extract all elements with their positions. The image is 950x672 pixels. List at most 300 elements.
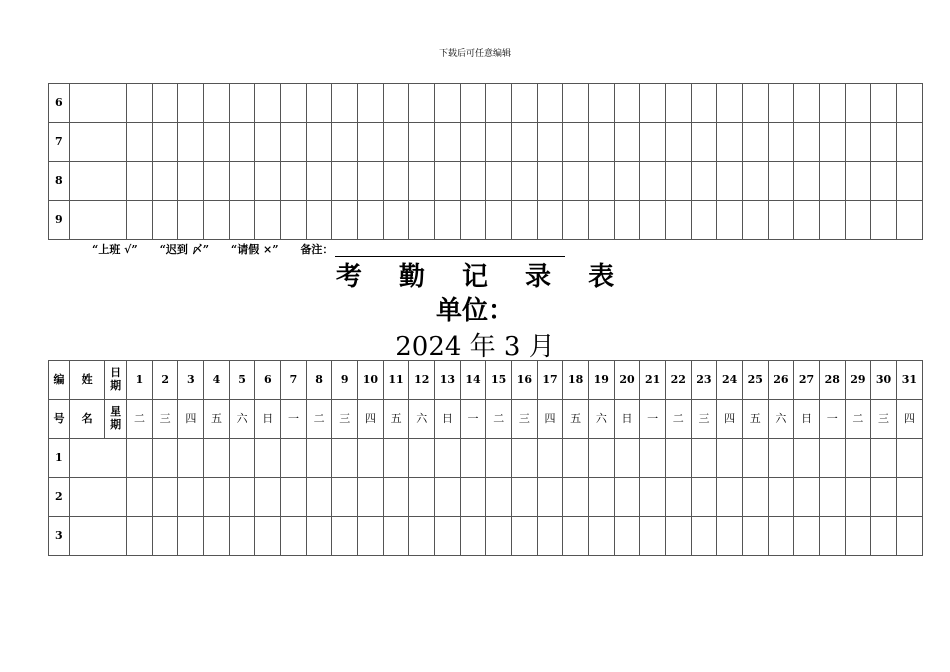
legend (92, 241, 601, 257)
day-header: 11 (383, 361, 409, 400)
attendance-cell[interactable] (127, 84, 153, 123)
row-number: 7 (49, 123, 70, 162)
attendance-cell[interactable] (640, 162, 666, 201)
attendance-cell[interactable] (717, 517, 743, 556)
day-header: 2 (152, 361, 178, 400)
attendance-cell[interactable] (204, 162, 230, 201)
attendance-cell[interactable] (383, 201, 409, 240)
attendance-cell[interactable] (871, 439, 897, 478)
attendance-cell[interactable] (588, 123, 614, 162)
attendance-cell[interactable] (768, 162, 794, 201)
attendance-cell[interactable] (819, 478, 845, 517)
attendance-cell[interactable] (178, 478, 204, 517)
attendance-cell[interactable] (435, 517, 461, 556)
attendance-cell[interactable] (614, 123, 640, 162)
attendance-cell[interactable] (460, 517, 486, 556)
attendance-table (48, 360, 923, 556)
weekday-header: 四 (717, 400, 743, 439)
attendance-cell[interactable] (383, 123, 409, 162)
attendance-cell[interactable] (229, 123, 255, 162)
attendance-cell[interactable] (588, 84, 614, 123)
attendance-cell[interactable] (332, 478, 358, 517)
attendance-cell[interactable] (614, 517, 640, 556)
attendance-cell[interactable] (768, 517, 794, 556)
legend-work: “上班 √” (92, 243, 138, 256)
attendance-cell[interactable] (435, 201, 461, 240)
attendance-cell[interactable] (486, 123, 512, 162)
attendance-cell[interactable] (409, 439, 435, 478)
attendance-cell[interactable] (871, 162, 897, 201)
attendance-cell[interactable] (845, 478, 871, 517)
attendance-cell[interactable] (691, 517, 717, 556)
attendance-cell[interactable] (229, 162, 255, 201)
attendance-cell[interactable] (563, 517, 589, 556)
attendance-table-continued (48, 83, 923, 240)
weekday-header: 四 (358, 400, 384, 439)
attendance-cell[interactable] (691, 439, 717, 478)
attendance-cell[interactable] (742, 84, 768, 123)
attendance-cell[interactable] (794, 162, 820, 201)
attendance-cell[interactable] (563, 123, 589, 162)
attendance-cell[interactable] (819, 84, 845, 123)
weekday-header: 六 (409, 400, 435, 439)
attendance-cell[interactable] (537, 123, 563, 162)
attendance-cell[interactable] (127, 478, 153, 517)
attendance-cell[interactable] (563, 162, 589, 201)
attendance-cell[interactable] (435, 84, 461, 123)
attendance-cell[interactable] (512, 517, 538, 556)
weekday-header: 二 (665, 400, 691, 439)
attendance-cell[interactable] (229, 201, 255, 240)
attendance-cell[interactable] (691, 201, 717, 240)
attendance-cell[interactable] (640, 84, 666, 123)
attendance-cell[interactable] (127, 439, 153, 478)
attendance-cell[interactable] (460, 201, 486, 240)
attendance-cell[interactable] (537, 162, 563, 201)
attendance-cell[interactable] (358, 517, 384, 556)
attendance-cell[interactable] (537, 439, 563, 478)
attendance-cell[interactable] (255, 478, 281, 517)
attendance-cell[interactable] (563, 478, 589, 517)
attendance-cell[interactable] (409, 517, 435, 556)
attendance-cell[interactable] (896, 439, 922, 478)
attendance-cell[interactable] (409, 478, 435, 517)
attendance-cell[interactable] (229, 439, 255, 478)
attendance-cell[interactable] (152, 162, 178, 201)
day-header: 13 (435, 361, 461, 400)
attendance-cell[interactable] (152, 84, 178, 123)
attendance-cell[interactable] (563, 439, 589, 478)
table-row (49, 123, 923, 162)
day-header: 4 (204, 361, 230, 400)
header-row-weekdays (49, 400, 923, 439)
attendance-cell[interactable] (127, 517, 153, 556)
attendance-cell[interactable] (563, 84, 589, 123)
day-header: 29 (845, 361, 871, 400)
attendance-cell[interactable] (845, 439, 871, 478)
attendance-cell[interactable] (819, 517, 845, 556)
attendance-cell[interactable] (794, 201, 820, 240)
attendance-cell[interactable] (152, 123, 178, 162)
attendance-cell[interactable] (255, 517, 281, 556)
attendance-cell[interactable] (563, 201, 589, 240)
attendance-cell[interactable] (665, 478, 691, 517)
attendance-cell[interactable] (358, 162, 384, 201)
attendance-cell[interactable] (204, 478, 230, 517)
attendance-cell[interactable] (717, 478, 743, 517)
attendance-cell[interactable] (460, 162, 486, 201)
attendance-cell[interactable] (383, 84, 409, 123)
attendance-cell[interactable] (152, 201, 178, 240)
attendance-cell[interactable] (486, 84, 512, 123)
attendance-cell[interactable] (640, 201, 666, 240)
attendance-cell[interactable] (768, 84, 794, 123)
attendance-cell[interactable] (332, 201, 358, 240)
day-header: 12 (409, 361, 435, 400)
attendance-cell[interactable] (588, 162, 614, 201)
attendance-cell[interactable] (127, 201, 153, 240)
attendance-cell[interactable] (717, 123, 743, 162)
weekday-header: 一 (819, 400, 845, 439)
attendance-cell[interactable] (665, 84, 691, 123)
day-header: 18 (563, 361, 589, 400)
attendance-cell[interactable] (435, 478, 461, 517)
attendance-cell[interactable] (512, 478, 538, 517)
attendance-cell[interactable] (435, 123, 461, 162)
attendance-cell[interactable] (614, 84, 640, 123)
attendance-cell[interactable] (204, 84, 230, 123)
weekday-header: 四 (537, 400, 563, 439)
row-number: 9 (49, 201, 70, 240)
attendance-cell[interactable] (435, 439, 461, 478)
day-header: 15 (486, 361, 512, 400)
attendance-cell[interactable] (383, 478, 409, 517)
attendance-cell[interactable] (306, 478, 332, 517)
attendance-cell[interactable] (332, 84, 358, 123)
weekday-header: 一 (640, 400, 666, 439)
attendance-cell[interactable] (588, 439, 614, 478)
attendance-cell[interactable] (640, 439, 666, 478)
col-name-header-top: 姓 (70, 361, 105, 400)
attendance-cell[interactable] (281, 162, 307, 201)
day-header: 24 (717, 361, 743, 400)
attendance-cell[interactable] (486, 439, 512, 478)
attendance-cell[interactable] (486, 517, 512, 556)
attendance-cell[interactable] (588, 478, 614, 517)
attendance-cell[interactable] (332, 517, 358, 556)
attendance-cell[interactable] (512, 84, 538, 123)
attendance-cell[interactable] (640, 123, 666, 162)
attendance-cell[interactable] (896, 162, 922, 201)
day-header: 31 (896, 361, 922, 400)
name-cell[interactable] (70, 439, 127, 478)
week-label: 星期 (105, 400, 127, 439)
weekday-header: 五 (742, 400, 768, 439)
attendance-cell[interactable] (306, 517, 332, 556)
attendance-cell[interactable] (306, 439, 332, 478)
attendance-cell[interactable] (871, 201, 897, 240)
attendance-cell[interactable] (640, 517, 666, 556)
attendance-cell[interactable] (383, 517, 409, 556)
attendance-cell[interactable] (871, 84, 897, 123)
attendance-cell[interactable] (691, 162, 717, 201)
attendance-cell[interactable] (742, 123, 768, 162)
remarks-label: 备注： (300, 243, 334, 256)
attendance-cell[interactable] (229, 84, 255, 123)
attendance-cell[interactable] (204, 517, 230, 556)
attendance-cell[interactable] (896, 517, 922, 556)
weekday-header: 日 (435, 400, 461, 439)
attendance-cell[interactable] (845, 517, 871, 556)
row-number: 2 (49, 478, 70, 517)
attendance-cell[interactable] (409, 162, 435, 201)
weekday-header: 五 (204, 400, 230, 439)
attendance-cell[interactable] (819, 162, 845, 201)
weekday-header: 一 (281, 400, 307, 439)
attendance-cell[interactable] (383, 162, 409, 201)
attendance-cell[interactable] (768, 201, 794, 240)
attendance-cell[interactable] (537, 84, 563, 123)
day-header: 20 (614, 361, 640, 400)
day-header: 14 (460, 361, 486, 400)
attendance-cell[interactable] (152, 478, 178, 517)
attendance-cell[interactable] (665, 439, 691, 478)
attendance-cell[interactable] (383, 439, 409, 478)
name-cell[interactable] (70, 478, 127, 517)
attendance-cell[interactable] (845, 123, 871, 162)
name-cell[interactable] (70, 84, 127, 123)
attendance-cell[interactable] (306, 123, 332, 162)
attendance-cell[interactable] (486, 162, 512, 201)
table-row (49, 201, 923, 240)
attendance-cell[interactable] (229, 478, 255, 517)
attendance-cell[interactable] (537, 517, 563, 556)
weekday-header: 六 (588, 400, 614, 439)
day-header: 1 (127, 361, 153, 400)
attendance-cell[interactable] (460, 84, 486, 123)
attendance-cell[interactable] (281, 517, 307, 556)
attendance-cell[interactable] (409, 123, 435, 162)
legend-leave: “请假 ×” (230, 243, 279, 256)
attendance-cell[interactable] (537, 478, 563, 517)
attendance-cell[interactable] (768, 439, 794, 478)
attendance-cell[interactable] (281, 439, 307, 478)
attendance-cell[interactable] (460, 123, 486, 162)
weekday-header: 六 (768, 400, 794, 439)
attendance-cell[interactable] (358, 123, 384, 162)
attendance-cell[interactable] (871, 123, 897, 162)
attendance-cell[interactable] (178, 84, 204, 123)
attendance-cell[interactable] (819, 123, 845, 162)
attendance-cell[interactable] (178, 162, 204, 201)
attendance-cell[interactable] (512, 439, 538, 478)
day-header: 28 (819, 361, 845, 400)
day-header: 23 (691, 361, 717, 400)
name-cell[interactable] (70, 201, 127, 240)
attendance-cell[interactable] (204, 439, 230, 478)
attendance-cell[interactable] (588, 201, 614, 240)
attendance-cell[interactable] (665, 201, 691, 240)
attendance-cell[interactable] (871, 478, 897, 517)
attendance-cell[interactable] (486, 201, 512, 240)
day-header: 8 (306, 361, 332, 400)
attendance-cell[interactable] (717, 201, 743, 240)
attendance-cell[interactable] (512, 201, 538, 240)
attendance-cell[interactable] (178, 201, 204, 240)
attendance-cell[interactable] (332, 439, 358, 478)
attendance-cell[interactable] (614, 439, 640, 478)
weekday-header: 三 (871, 400, 897, 439)
col-number-header-bottom: 号 (49, 400, 70, 439)
page-title: 考 勤 记 录 表 (335, 262, 629, 292)
attendance-cell[interactable] (229, 517, 255, 556)
weekday-header: 二 (306, 400, 332, 439)
day-header: 6 (255, 361, 281, 400)
month-label: 2024 年 3 月 (395, 332, 555, 362)
attendance-cell[interactable] (665, 517, 691, 556)
attendance-cell[interactable] (281, 478, 307, 517)
attendance-cell[interactable] (409, 201, 435, 240)
attendance-cell[interactable] (332, 162, 358, 201)
attendance-cell[interactable] (178, 439, 204, 478)
attendance-cell[interactable] (588, 517, 614, 556)
attendance-cell[interactable] (665, 162, 691, 201)
attendance-cell[interactable] (614, 162, 640, 201)
attendance-cell[interactable] (306, 84, 332, 123)
attendance-cell[interactable] (255, 123, 281, 162)
attendance-cell[interactable] (794, 84, 820, 123)
attendance-cell[interactable] (435, 162, 461, 201)
attendance-cell[interactable] (512, 162, 538, 201)
attendance-cell[interactable] (845, 201, 871, 240)
attendance-cell[interactable] (717, 439, 743, 478)
attendance-cell[interactable] (127, 123, 153, 162)
attendance-cell[interactable] (204, 201, 230, 240)
weekday-header: 三 (332, 400, 358, 439)
attendance-cell[interactable] (178, 517, 204, 556)
date-label: 日期 (105, 361, 127, 400)
attendance-cell[interactable] (896, 84, 922, 123)
attendance-cell[interactable] (742, 162, 768, 201)
attendance-cell[interactable] (178, 123, 204, 162)
attendance-cell[interactable] (358, 478, 384, 517)
attendance-cell[interactable] (614, 201, 640, 240)
attendance-cell[interactable] (486, 478, 512, 517)
row-number: 1 (49, 439, 70, 478)
attendance-cell[interactable] (896, 123, 922, 162)
row-number: 8 (49, 162, 70, 201)
day-header: 17 (537, 361, 563, 400)
day-header: 22 (665, 361, 691, 400)
attendance-cell[interactable] (794, 439, 820, 478)
weekday-header: 二 (845, 400, 871, 439)
name-cell[interactable] (70, 517, 127, 556)
attendance-cell[interactable] (332, 123, 358, 162)
attendance-cell[interactable] (358, 201, 384, 240)
weekday-header: 四 (178, 400, 204, 439)
weekday-header: 二 (127, 400, 153, 439)
attendance-cell[interactable] (717, 84, 743, 123)
attendance-cell[interactable] (281, 123, 307, 162)
day-header: 21 (640, 361, 666, 400)
attendance-cell[interactable] (460, 478, 486, 517)
weekday-header: 日 (255, 400, 281, 439)
weekday-header: 二 (486, 400, 512, 439)
attendance-cell[interactable] (255, 201, 281, 240)
attendance-cell[interactable] (640, 478, 666, 517)
day-header: 3 (178, 361, 204, 400)
attendance-cell[interactable] (742, 439, 768, 478)
name-cell[interactable] (70, 123, 127, 162)
attendance-cell[interactable] (358, 439, 384, 478)
table-row (49, 478, 923, 517)
attendance-cell[interactable] (614, 478, 640, 517)
day-header: 26 (768, 361, 794, 400)
attendance-cell[interactable] (255, 84, 281, 123)
row-number: 6 (49, 84, 70, 123)
weekday-header: 三 (512, 400, 538, 439)
day-header: 16 (512, 361, 538, 400)
attendance-cell[interactable] (537, 201, 563, 240)
attendance-cell[interactable] (281, 84, 307, 123)
attendance-cell[interactable] (255, 162, 281, 201)
attendance-cell[interactable] (794, 123, 820, 162)
name-cell[interactable] (70, 162, 127, 201)
attendance-cell[interactable] (742, 478, 768, 517)
attendance-cell[interactable] (819, 439, 845, 478)
day-header: 19 (588, 361, 614, 400)
attendance-cell[interactable] (152, 439, 178, 478)
attendance-cell[interactable] (512, 123, 538, 162)
attendance-cell[interactable] (306, 201, 332, 240)
attendance-cell[interactable] (742, 201, 768, 240)
attendance-cell[interactable] (794, 517, 820, 556)
attendance-cell[interactable] (691, 123, 717, 162)
weekday-header: 五 (563, 400, 589, 439)
legend-remarks (300, 243, 583, 256)
attendance-cell[interactable] (794, 478, 820, 517)
attendance-cell[interactable] (896, 201, 922, 240)
attendance-cell[interactable] (358, 84, 384, 123)
attendance-cell[interactable] (691, 84, 717, 123)
attendance-cell[interactable] (845, 162, 871, 201)
attendance-cell[interactable] (871, 517, 897, 556)
attendance-cell[interactable] (717, 162, 743, 201)
col-number-header-top: 编 (49, 361, 70, 400)
attendance-cell[interactable] (896, 478, 922, 517)
attendance-cell[interactable] (691, 478, 717, 517)
day-header: 9 (332, 361, 358, 400)
attendance-cell[interactable] (665, 123, 691, 162)
weekday-header: 三 (691, 400, 717, 439)
attendance-cell[interactable] (460, 439, 486, 478)
attendance-cell[interactable] (306, 162, 332, 201)
attendance-cell[interactable] (768, 123, 794, 162)
attendance-cell[interactable] (281, 201, 307, 240)
attendance-cell[interactable] (845, 84, 871, 123)
attendance-cell[interactable] (768, 478, 794, 517)
attendance-cell[interactable] (819, 201, 845, 240)
day-header: 25 (742, 361, 768, 400)
attendance-cell[interactable] (409, 84, 435, 123)
attendance-cell[interactable] (742, 517, 768, 556)
attendance-cell[interactable] (127, 162, 153, 201)
table-row (49, 439, 923, 478)
attendance-cell[interactable] (152, 517, 178, 556)
attendance-cell[interactable] (204, 123, 230, 162)
attendance-cell[interactable] (255, 439, 281, 478)
weekday-header: 日 (794, 400, 820, 439)
